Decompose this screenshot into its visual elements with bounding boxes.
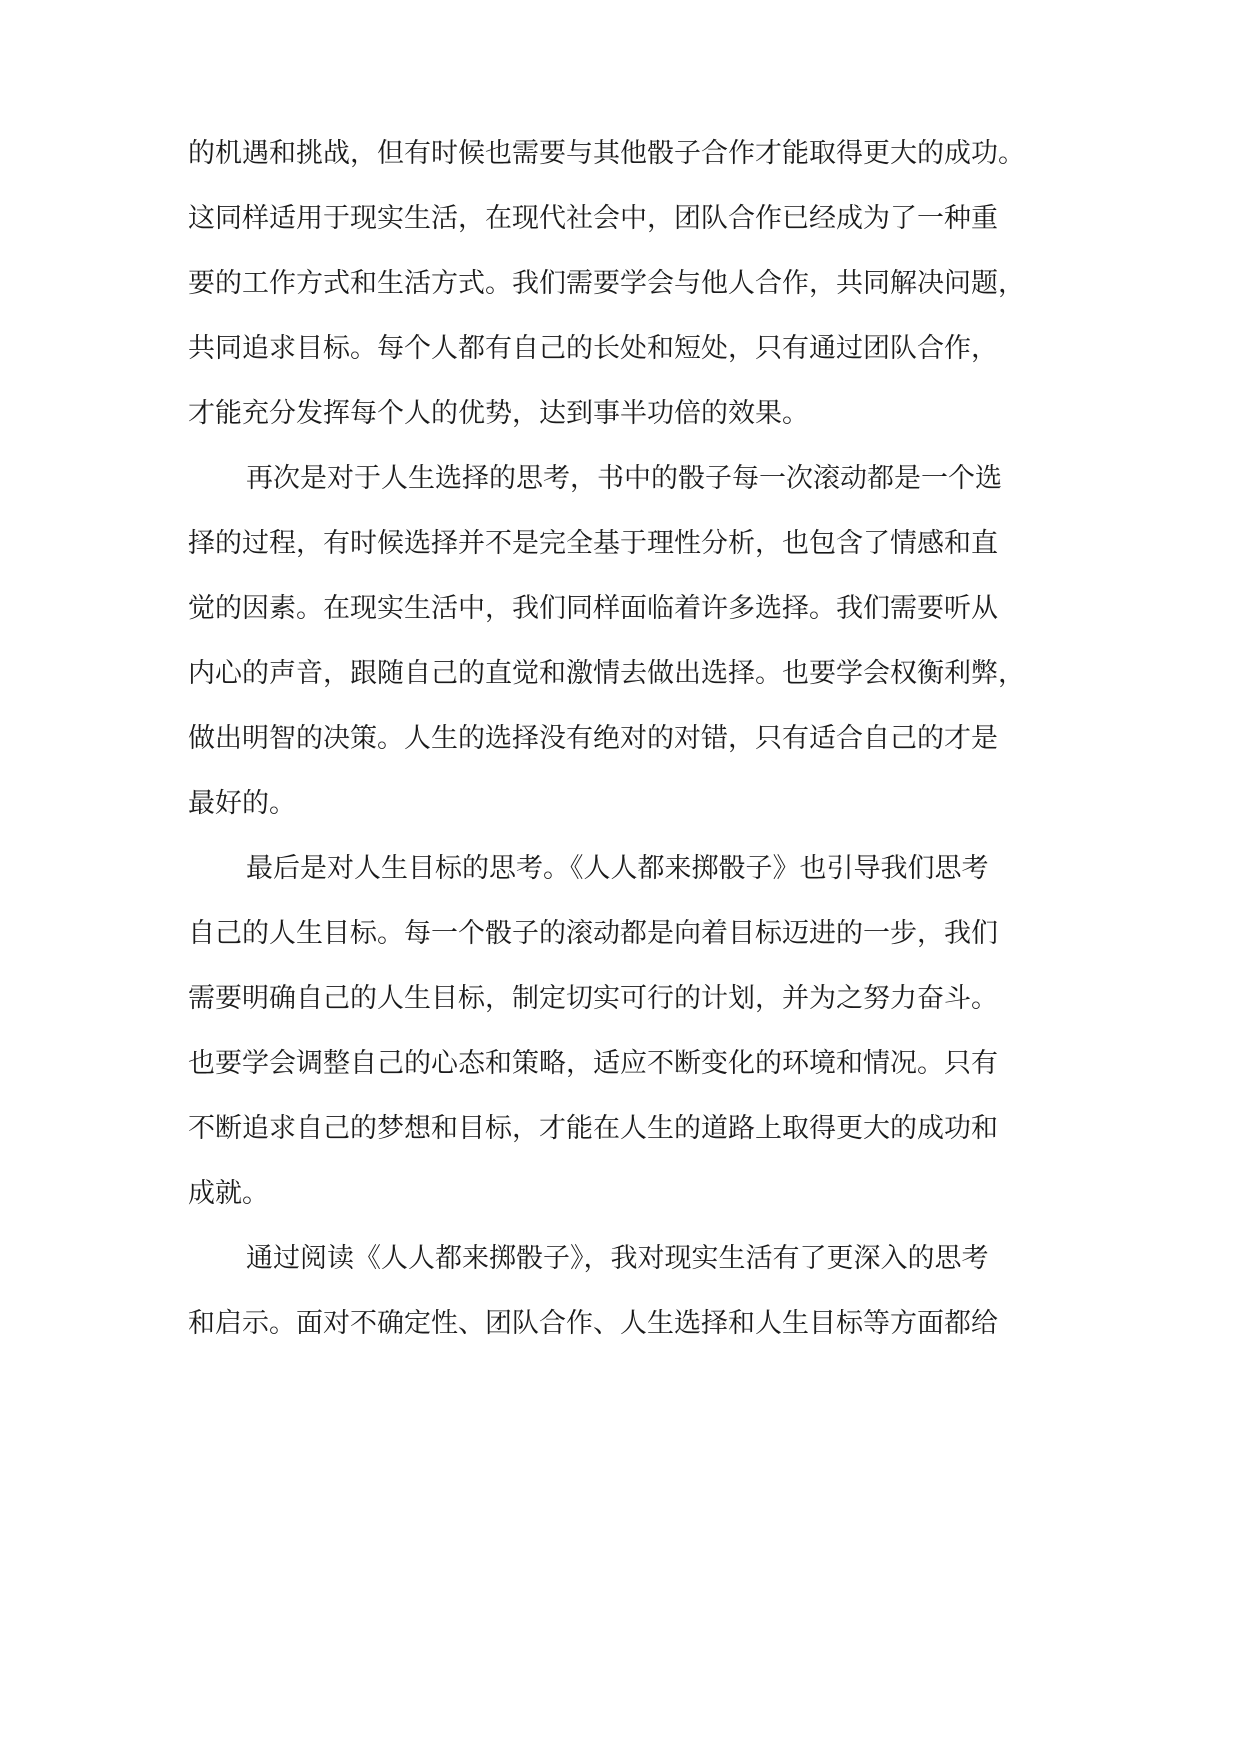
paragraph-first-line: 最后是对人生目标的思考。《人人都来掷骰子》也引导我们思考 [246, 853, 989, 884]
text-line: 要的工作方式和生活方式。我们需要学会与他人合作，共同解决问题， [188, 268, 1025, 299]
text-line: 自己的人生目标。每一个骰子的滚动都是向着目标迈进的一步，我们 [188, 918, 998, 949]
text-line: 的机遇和挑战，但有时候也需要与其他骰子合作才能取得更大的成功。 [188, 138, 1025, 169]
text-line: 最好的。 [188, 788, 296, 819]
text-line: 需要明确自己的人生目标，制定切实可行的计划，并为之努力奋斗。 [188, 983, 998, 1014]
text-line: 才能充分发挥每个人的优势，达到事半功倍的效果。 [188, 398, 809, 429]
text-line: 内心的声音，跟随自己的直觉和激情去做出选择。也要学会权衡利弊， [188, 658, 1025, 689]
paragraph-first-line: 再次是对于人生选择的思考，书中的骰子每一次滚动都是一个选 [246, 463, 1002, 494]
text-line: 做出明智的决策。人生的选择没有绝对的对错，只有适合自己的才是 [188, 723, 998, 754]
text-line: 择的过程，有时候选择并不是完全基于理性分析，也包含了情感和直 [188, 528, 998, 559]
text-line: 也要学会调整自己的心态和策略，适应不断变化的环境和情况。只有 [188, 1048, 998, 1079]
paragraph-first-line: 通过阅读《人人都来掷骰子》，我对现实生活有了更深入的思考 [246, 1243, 989, 1274]
text-line: 成就。 [188, 1178, 269, 1209]
text-line: 这同样适用于现实生活，在现代社会中，团队合作已经成为了一种重 [188, 203, 998, 234]
text-line: 觉的因素。在现实生活中，我们同样面临着许多选择。我们需要听从 [188, 593, 998, 624]
text-line: 不断追求自己的梦想和目标，才能在人生的道路上取得更大的成功和 [188, 1113, 998, 1144]
text-line: 共同追求目标。每个人都有自己的长处和短处，只有通过团队合作， [188, 333, 998, 364]
text-line: 和启示。面对不确定性、团队合作、人生选择和人生目标等方面都给 [188, 1308, 998, 1339]
